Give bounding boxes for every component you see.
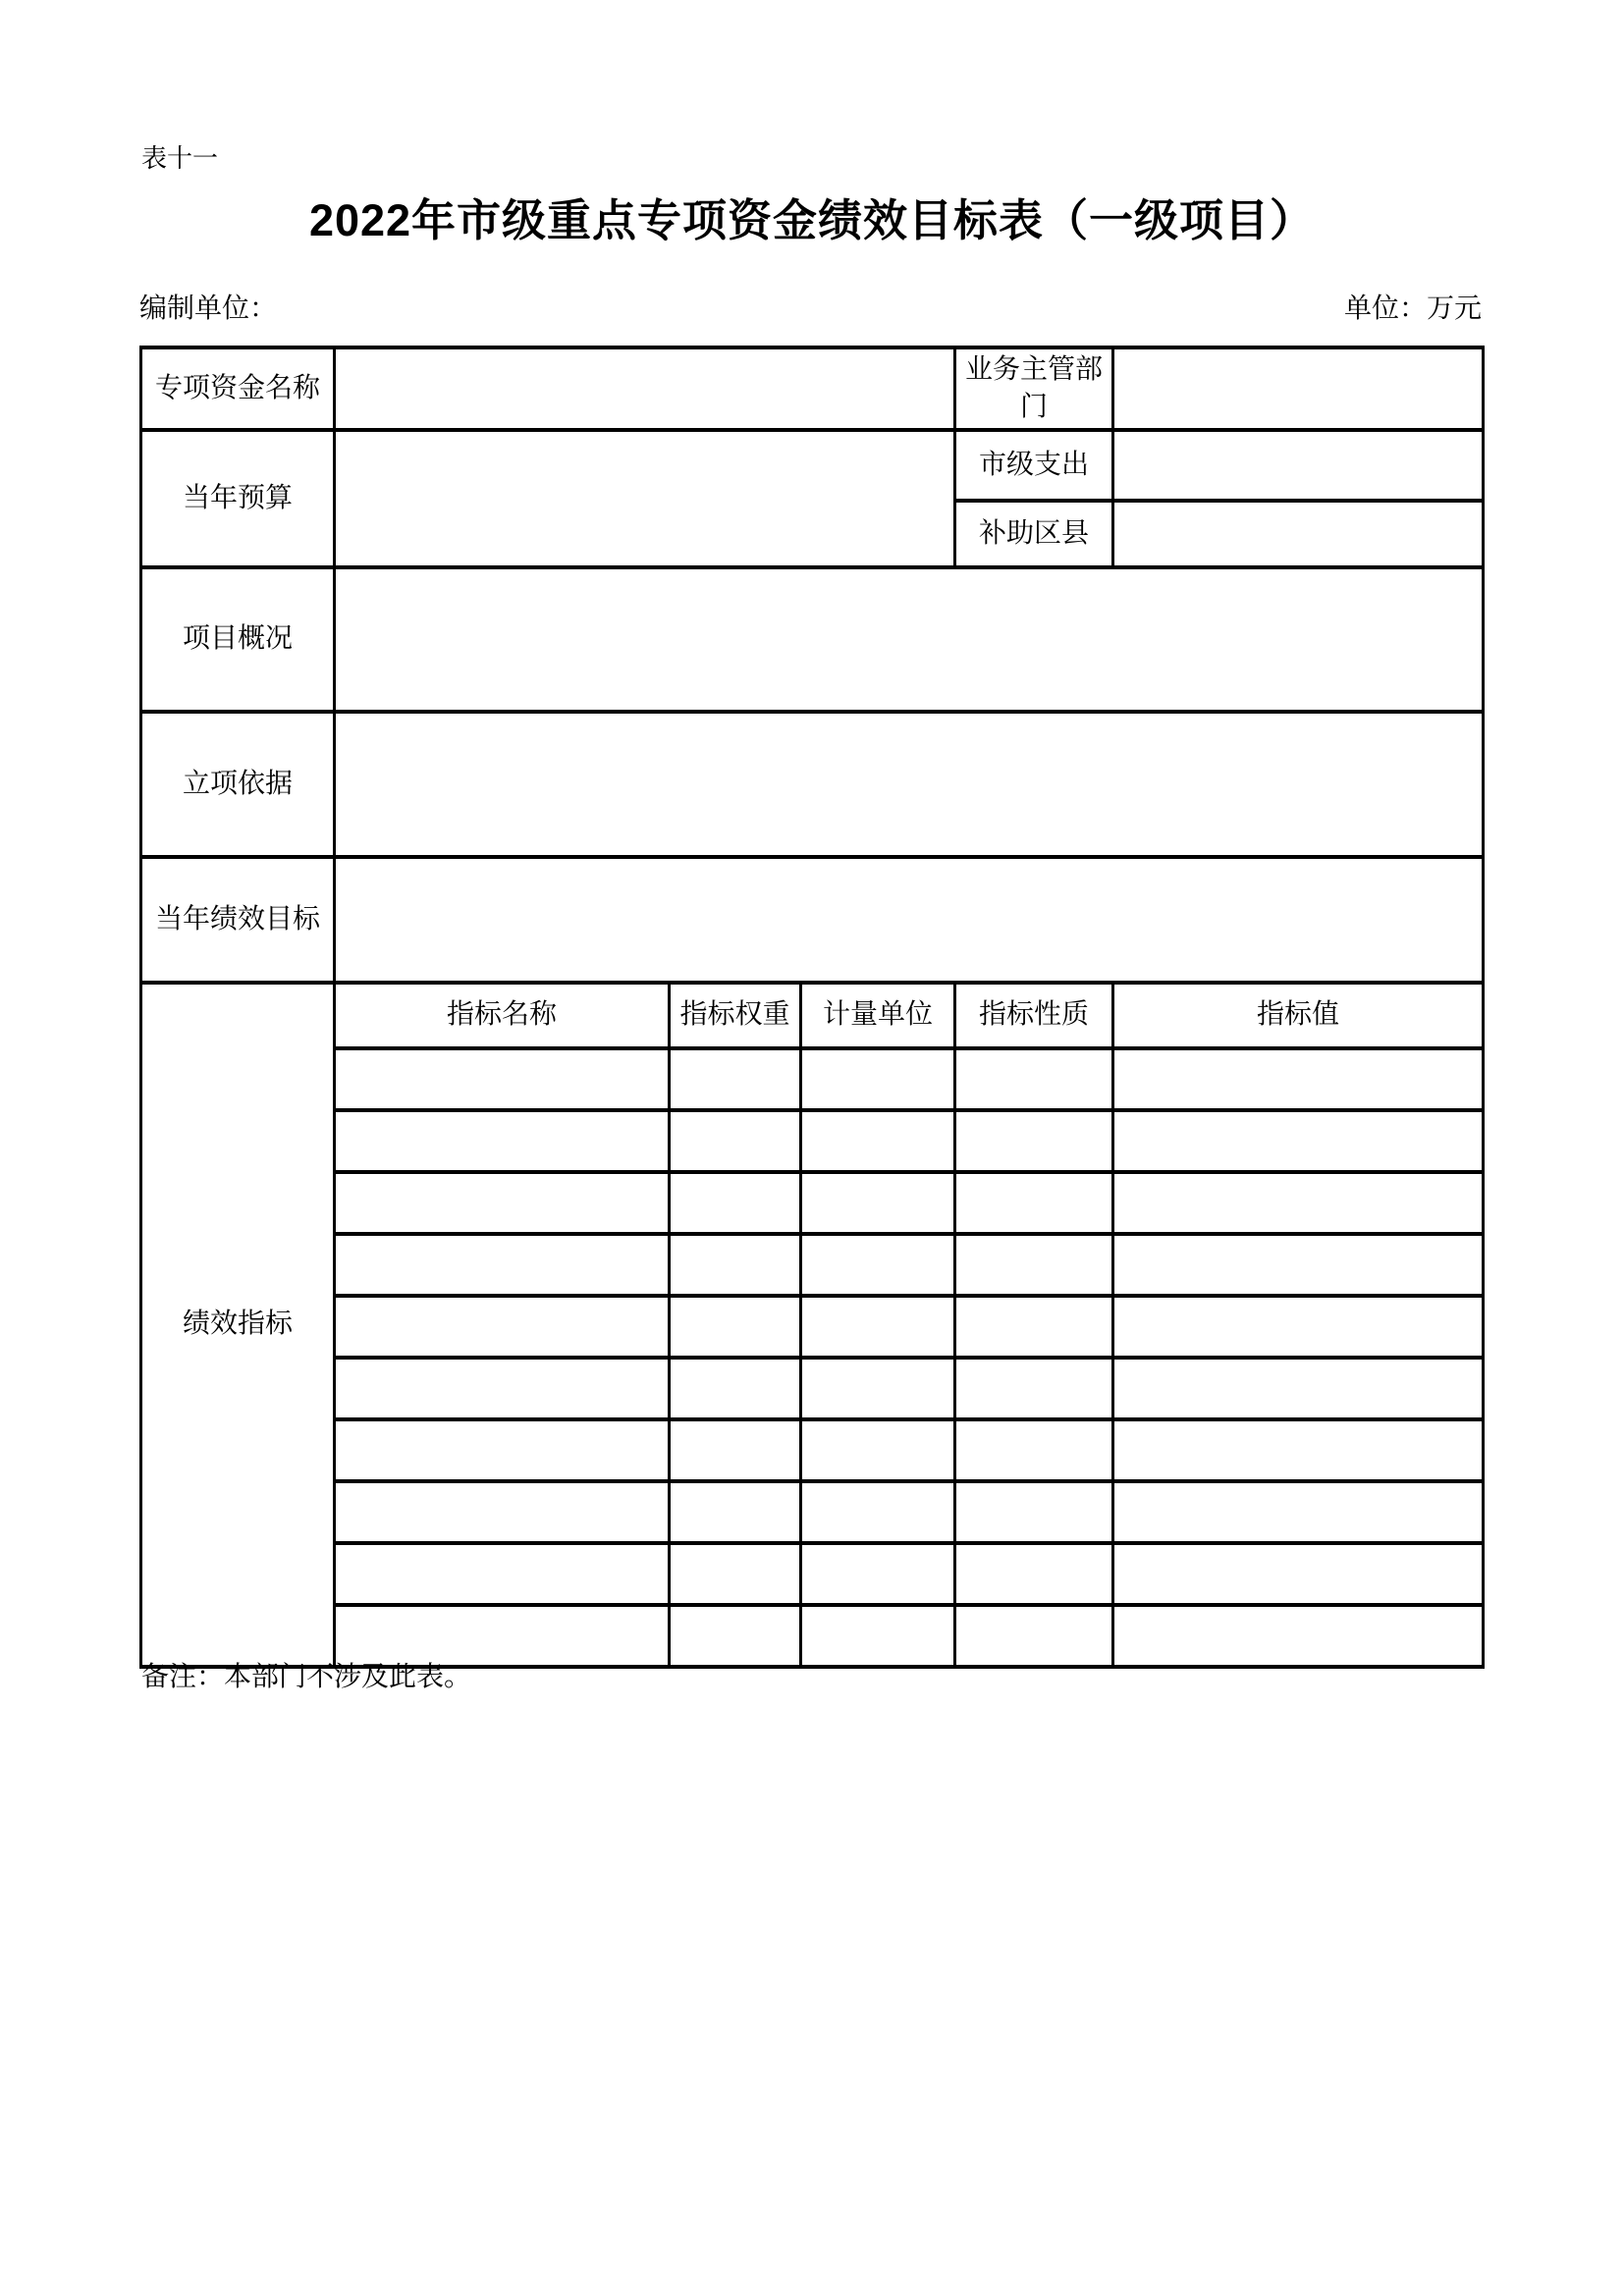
subsidy-districts-label: 补助区县 bbox=[955, 501, 1113, 567]
municipal-expenditure-label: 市级支出 bbox=[955, 430, 1113, 501]
indicator-weight-cell bbox=[670, 1358, 801, 1419]
table-row bbox=[141, 430, 1484, 501]
indicator-value-cell bbox=[1113, 1543, 1484, 1605]
indicator-weight-cell bbox=[670, 1234, 801, 1296]
indicator-name-cell bbox=[335, 1172, 670, 1234]
table-row bbox=[141, 567, 1484, 712]
performance-indicators-label: 绩效指标 bbox=[141, 983, 335, 1667]
indicator-row bbox=[141, 1234, 1484, 1296]
project-basis-value-cell bbox=[335, 712, 1484, 857]
indicator-unit-cell bbox=[801, 1172, 955, 1234]
indicator-header-weight: 指标权重 bbox=[670, 983, 801, 1048]
indicator-nature-cell bbox=[955, 1419, 1113, 1481]
indicator-value-cell bbox=[1113, 1419, 1484, 1481]
page-title: 2022年市级重点专项资金绩效目标表（一级项目） bbox=[308, 195, 1316, 245]
indicator-nature-cell bbox=[955, 1110, 1113, 1172]
annual-performance-target-value-cell bbox=[335, 857, 1484, 983]
indicator-unit-cell bbox=[801, 1358, 955, 1419]
indicator-name-cell bbox=[335, 1419, 670, 1481]
special-fund-name-label: 专项资金名称 bbox=[141, 347, 335, 430]
competent-department-value-cell bbox=[1113, 347, 1484, 430]
indicator-row bbox=[141, 1605, 1484, 1667]
indicator-nature-cell bbox=[955, 1481, 1113, 1543]
indicator-value-cell bbox=[1113, 1172, 1484, 1234]
indicator-weight-cell bbox=[670, 1419, 801, 1481]
indicator-value-cell bbox=[1113, 1605, 1484, 1667]
indicator-weight-cell bbox=[670, 1481, 801, 1543]
indicator-weight-cell bbox=[670, 1605, 801, 1667]
indicator-nature-cell bbox=[955, 1296, 1113, 1358]
indicator-header-row bbox=[141, 983, 1484, 1048]
indicator-name-cell bbox=[335, 1605, 670, 1667]
table-row bbox=[141, 712, 1484, 857]
indicator-unit-cell bbox=[801, 1234, 955, 1296]
indicator-row bbox=[141, 1481, 1484, 1543]
indicator-weight-cell bbox=[670, 1296, 801, 1358]
competent-department-label: 业务主管部门 bbox=[955, 347, 1113, 430]
indicator-unit-cell bbox=[801, 1481, 955, 1543]
indicator-unit-cell bbox=[801, 1048, 955, 1110]
indicator-value-cell bbox=[1113, 1234, 1484, 1296]
indicator-header-value: 指标值 bbox=[1113, 983, 1484, 1048]
indicator-weight-cell bbox=[670, 1048, 801, 1110]
indicator-row bbox=[141, 1543, 1484, 1605]
indicator-row bbox=[141, 1296, 1484, 1358]
indicator-header-unit: 计量单位 bbox=[801, 983, 955, 1048]
indicator-unit-cell bbox=[801, 1419, 955, 1481]
indicator-header-nature: 指标性质 bbox=[955, 983, 1113, 1048]
indicator-row bbox=[141, 1172, 1484, 1234]
performance-target-table bbox=[139, 346, 1485, 1669]
indicator-name-cell bbox=[335, 1543, 670, 1605]
indicator-row bbox=[141, 1048, 1484, 1110]
current-year-budget-value-cell bbox=[335, 430, 955, 567]
meta-row bbox=[139, 293, 1482, 326]
indicator-nature-cell bbox=[955, 1543, 1113, 1605]
indicator-name-cell bbox=[335, 1358, 670, 1419]
indicator-nature-cell bbox=[955, 1605, 1113, 1667]
indicator-unit-cell bbox=[801, 1110, 955, 1172]
indicator-header-name: 指标名称 bbox=[335, 983, 670, 1048]
project-basis-label: 立项依据 bbox=[141, 712, 335, 857]
project-overview-label: 项目概况 bbox=[141, 567, 335, 712]
current-year-budget-label: 当年预算 bbox=[141, 430, 335, 567]
indicator-nature-cell bbox=[955, 1234, 1113, 1296]
indicator-name-cell bbox=[335, 1481, 670, 1543]
indicator-row bbox=[141, 1419, 1484, 1481]
subsidy-districts-value-cell bbox=[1113, 501, 1484, 567]
indicator-value-cell bbox=[1113, 1110, 1484, 1172]
indicator-name-cell bbox=[335, 1110, 670, 1172]
special-fund-name-value-cell bbox=[335, 347, 955, 430]
indicator-row bbox=[141, 1358, 1484, 1419]
indicator-name-cell bbox=[335, 1234, 670, 1296]
indicator-nature-cell bbox=[955, 1172, 1113, 1234]
indicator-nature-cell bbox=[955, 1358, 1113, 1419]
indicator-unit-cell bbox=[801, 1605, 955, 1667]
table-row bbox=[141, 347, 1484, 430]
indicator-value-cell bbox=[1113, 1296, 1484, 1358]
table-row bbox=[141, 857, 1484, 983]
indicator-value-cell bbox=[1113, 1358, 1484, 1419]
sheet-label: 表十一 bbox=[141, 144, 219, 173]
municipal-expenditure-value-cell bbox=[1113, 430, 1484, 501]
indicator-unit-cell bbox=[801, 1543, 955, 1605]
indicator-weight-cell bbox=[670, 1172, 801, 1234]
indicator-weight-cell bbox=[670, 1110, 801, 1172]
indicator-name-cell bbox=[335, 1048, 670, 1110]
indicator-value-cell bbox=[1113, 1481, 1484, 1543]
unit-label: 单位：万元 bbox=[1343, 294, 1482, 324]
indicator-unit-cell bbox=[801, 1296, 955, 1358]
prepared-by-label: 编制单位： bbox=[139, 294, 278, 324]
note: 备注：本部门不涉及此表。 bbox=[141, 1662, 472, 1692]
indicator-row bbox=[141, 1110, 1484, 1172]
indicator-weight-cell bbox=[670, 1543, 801, 1605]
annual-performance-target-label: 当年绩效目标 bbox=[141, 857, 335, 983]
indicator-name-cell bbox=[335, 1296, 670, 1358]
indicator-value-cell bbox=[1113, 1048, 1484, 1110]
project-overview-value-cell bbox=[335, 567, 1484, 712]
indicator-nature-cell bbox=[955, 1048, 1113, 1110]
